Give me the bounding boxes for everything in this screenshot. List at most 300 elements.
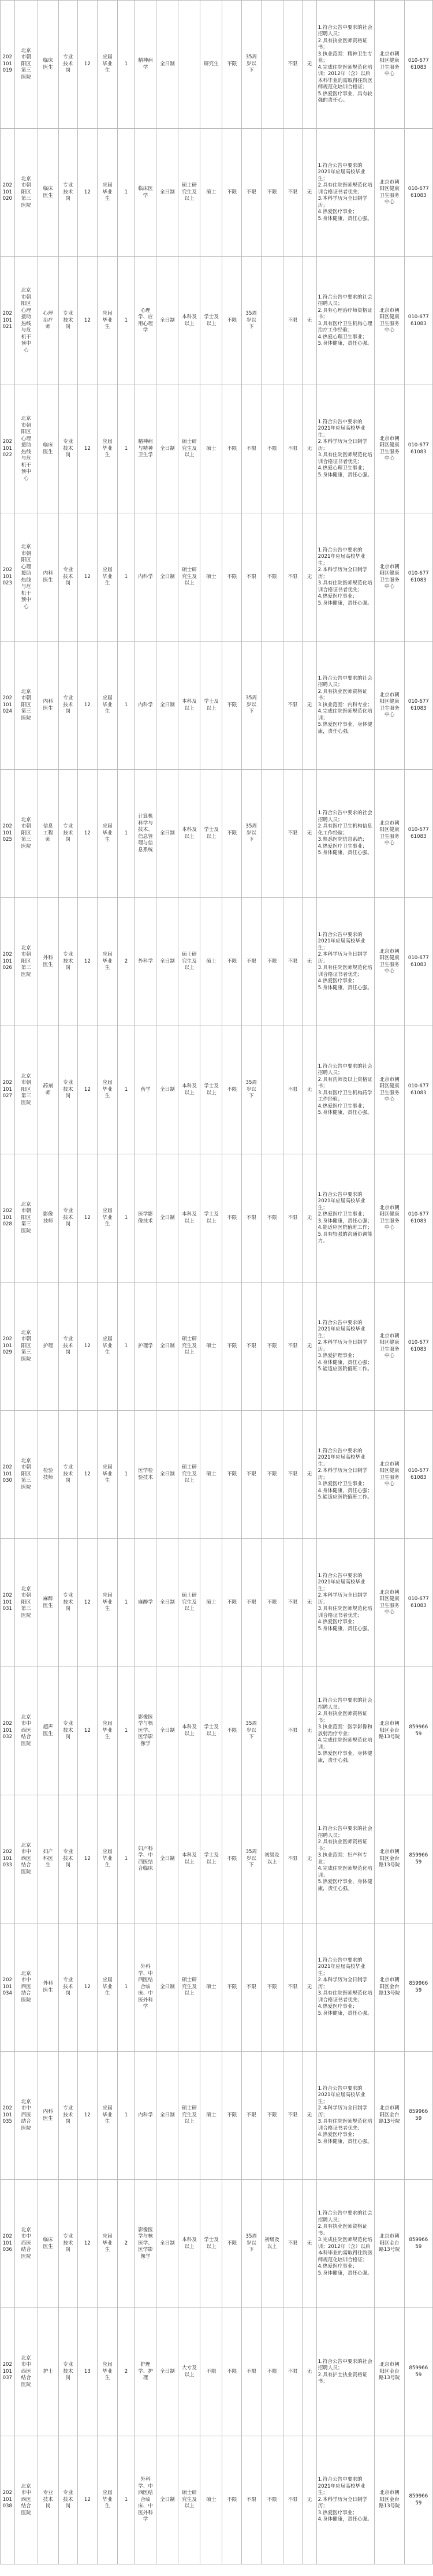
degree-text: 硕士研究生及以上 (182, 1977, 197, 1997)
cell-title (261, 1, 283, 129)
contact-text: 北京市朝阳区健康卫生服务中心 (379, 948, 400, 974)
cell-level (97, 1026, 118, 1154)
cell-grade (78, 1923, 98, 2052)
requirement-line: 5.身体健康，责任心强。 (318, 850, 372, 856)
cell-edu (200, 1154, 222, 1283)
requirement-line: 5.热爱医疗事业，身体健康，责任心强。 (318, 722, 372, 735)
cell-form (156, 1667, 178, 1795)
cell-age (242, 1667, 262, 1795)
cell-level (97, 2436, 118, 2564)
cell-category (58, 513, 78, 642)
cell-code (1, 1539, 15, 1667)
title-text: 不限 (267, 1343, 277, 1349)
cell-code (1, 1667, 15, 1795)
politics-text: 不限 (227, 189, 237, 195)
level-text: 应届毕业生 (102, 1977, 113, 1997)
count-text: 1 (124, 1086, 128, 1093)
requirement-line: 5.热爱医疗事业，身体健康，责任心强。 (318, 1879, 372, 1892)
requirement-line: 5.身体健康，责任心强。 (318, 2138, 372, 2145)
count-text: 1 (124, 445, 128, 452)
specialty-text: 外科学 (138, 958, 153, 964)
degree-text: 硕士研究生及以上 (182, 567, 197, 587)
cell-exp (303, 770, 317, 898)
count-text: 1 (124, 573, 128, 580)
table-row (1, 1026, 433, 1154)
level-text: 应届毕业生 (102, 1208, 113, 1228)
cell-edu (200, 1026, 222, 1154)
code-text: 202101031 (2, 1593, 12, 1612)
requirement-line: 4.热爱心理卫生事业； (318, 334, 368, 340)
cell-position (38, 898, 58, 1026)
cell-position (38, 1411, 58, 1539)
specialty-text: 精神病与精神卫生学 (138, 439, 153, 458)
cell-grade (78, 1283, 98, 1411)
requirement-line: 1.符合公告中要求的社会招聘人员； (318, 1063, 372, 1076)
requirement-line: 2.具有住院医师规范化培训合格证书者优先； (318, 182, 372, 195)
cell-count (118, 2308, 135, 2436)
cell-position (38, 2180, 58, 2308)
table-row (1, 770, 433, 898)
cell-specialty (135, 1411, 156, 1539)
position-text: 临床医生 (43, 186, 53, 199)
degree-text: 硕士研究生及以上 (182, 2490, 197, 2510)
requirement-line: 5.热爱医疗事业，具有较强的责任心。 (318, 91, 372, 103)
cell-contact (375, 2308, 404, 2436)
cell-phone (404, 1923, 432, 2052)
cell-politics (222, 1283, 242, 1411)
category-text: 专业技术岗 (63, 1721, 73, 1740)
cell-exp (303, 385, 317, 513)
cell-form (156, 1539, 178, 1667)
table-row (1, 642, 433, 770)
cell-hukou (283, 257, 303, 385)
cell-position (38, 770, 58, 898)
requirement-line: 1.符合公告中要求的社会招聘人员； (318, 294, 372, 307)
specialty-text: 妇产科学、中西医结合临床 (138, 1846, 153, 1872)
cell-exp (303, 642, 317, 770)
form-text: 全日制 (160, 2112, 175, 2118)
phone-text: 010-67761083 (408, 58, 429, 70)
grade-text: 12 (84, 1984, 91, 1990)
edu-text: 硕士 (206, 2112, 216, 2118)
cell-phone (404, 770, 432, 898)
requirement-line: 2.具有执业医师资格证书； (318, 2224, 368, 2236)
cell-phone (404, 1026, 432, 1154)
requirement-line: 2.具有医疗卫生机构信息化工作经验； (318, 823, 372, 836)
politics-text: 不限 (227, 1214, 237, 1221)
age-text: 35周岁以下 (245, 54, 257, 74)
contact-text: 北京市朝阳区健康卫生服务中心 (379, 307, 400, 333)
exp-text: 无 (307, 1984, 312, 1990)
cell-code (1, 1923, 15, 2052)
cell-contact (375, 2180, 404, 2308)
phone-text: 010-67761083 (408, 571, 429, 583)
cell-requirements (316, 642, 375, 770)
cell-level (97, 2052, 118, 2180)
age-text: 35周岁以下 (245, 695, 257, 715)
specialty-text: 外科学、中西医结合临床、中医外科学 (138, 1964, 153, 2010)
cell-specialty (135, 898, 156, 1026)
position-text: 临床医生 (43, 2237, 53, 2250)
requirement-line: 4.热爱医疗事业； (318, 978, 358, 985)
unit-text: 北京市朝阳区第三医院 (21, 1457, 31, 1490)
cell-requirements (316, 1667, 375, 1795)
requirement-line: 5.身体健康，责任心强。 (318, 1110, 372, 1116)
cell-count (118, 129, 135, 257)
phone-text: 85996659 (409, 1981, 428, 1993)
position-text: 护理 (43, 1343, 53, 1349)
cell-age (242, 642, 262, 770)
code-text: 202101019 (2, 54, 12, 74)
form-text: 全日制 (160, 189, 175, 195)
cell-contact (375, 898, 404, 1026)
cell-contact (375, 1154, 404, 1283)
politics-text: 不限 (227, 702, 237, 708)
cell-form (156, 1154, 178, 1283)
cell-level (97, 1, 118, 129)
cell-politics (222, 385, 242, 513)
politics-text: 不限 (227, 1984, 237, 1990)
cell-edu (200, 129, 222, 257)
code-text: 202101035 (2, 2105, 12, 2125)
politics-text: 不限 (227, 2368, 237, 2374)
specialty-text: 护理学 (138, 1343, 153, 1349)
grade-text: 13 (84, 2368, 91, 2374)
cell-phone (404, 2308, 432, 2436)
requirement-line: 3.执业范围：医学影像和放射治疗专业； (318, 1724, 372, 1737)
requirement-line: 2.本科学历为全日制学历； (318, 1468, 368, 1481)
cell-category (58, 1411, 78, 1539)
cell-hukou (283, 2180, 303, 2308)
age-text: 不限 (246, 2112, 256, 2118)
position-text: 专业技术岗 (43, 2490, 53, 2510)
cell-grade (78, 2308, 98, 2436)
position-text: 检验技师 (43, 1468, 53, 1481)
cell-degree (178, 1667, 200, 1795)
requirement-line: 1.符合公告中要求的2021年应届高校毕业生； (318, 419, 365, 438)
cell-contact (375, 1923, 404, 2052)
cell-degree (178, 129, 200, 257)
grade-text: 12 (84, 573, 91, 580)
age-text: 不限 (246, 1471, 256, 1477)
cell-title (261, 513, 283, 642)
requirement-line: 2.本科学历为全日制学历； (318, 567, 368, 580)
form-text: 全日制 (160, 1855, 175, 1862)
cell-grade (78, 2052, 98, 2180)
cell-politics (222, 513, 242, 642)
cell-position (38, 129, 58, 257)
cell-hukou (283, 1026, 303, 1154)
cell-form (156, 2180, 178, 2308)
requirement-line: 2.本科学历为全日制学历； (318, 1977, 368, 1990)
cell-grade (78, 385, 98, 513)
table-row (1, 2436, 433, 2564)
count-text: 2 (124, 2368, 128, 2374)
level-text: 应届毕业生 (102, 1721, 113, 1740)
requirement-line: 5.身体健康，责任心强。 (318, 2270, 372, 2276)
grade-text: 12 (84, 958, 91, 964)
cell-category (58, 2308, 78, 2436)
cell-title (261, 2308, 283, 2436)
cell-phone (404, 2052, 432, 2180)
code-text: 202101032 (2, 1721, 12, 1740)
cell-hukou (283, 385, 303, 513)
cell-position (38, 2436, 58, 2564)
category-text: 专业技术岗 (63, 2362, 73, 2381)
requirement-line: 3.热爱医疗事业； (318, 2510, 358, 2516)
cell-level (97, 2308, 118, 2436)
contact-text: 北京市朝阳区健康卫生服务中心 (379, 179, 400, 205)
age-text: 35周岁以下 (245, 1080, 257, 1099)
cell-degree (178, 898, 200, 1026)
cell-contact (375, 1283, 404, 1411)
contact-text: 北京市朝阳区金台路13号院 (379, 2234, 400, 2253)
cell-exp (303, 513, 317, 642)
cell-category (58, 898, 78, 1026)
title-text: 不限 (267, 2112, 277, 2118)
requirement-line: 3.具有住院医师规范化培训合格证书者优先； (318, 1606, 372, 1619)
specialty-text: 内科学 (138, 573, 153, 580)
cell-politics (222, 898, 242, 1026)
requirement-line: 3.熟悉医院信息系统； (318, 837, 368, 843)
phone-text: 010-67761083 (408, 699, 429, 711)
exp-text: 无 (307, 1471, 312, 1477)
cell-form (156, 642, 178, 770)
position-text: 药剂师 (43, 1083, 53, 1096)
table-row (1, 1923, 433, 2052)
count-text: 1 (124, 1343, 128, 1349)
cell-count (118, 1923, 135, 2052)
edu-text: 硕士 (206, 189, 216, 195)
degree-text: 本科及以上 (182, 1083, 197, 1096)
age-text: 不限 (246, 1343, 256, 1349)
code-text: 202101022 (2, 439, 12, 458)
cell-count (118, 1026, 135, 1154)
form-text: 全日制 (160, 1727, 175, 1734)
cell-phone (404, 1667, 432, 1795)
cell-count (118, 2052, 135, 2180)
phone-text: 85996659 (409, 2493, 428, 2506)
phone-text: 85996659 (409, 1852, 428, 1865)
requirement-line: 4.能适应医院值班工作； (318, 1225, 372, 1231)
requirement-line: 1.符合公告中要求的2021年应届高校毕业生； (318, 2477, 365, 2496)
specialty-text: 心理学、应用心理学 (138, 307, 153, 333)
hukou-text: 不限 (288, 1984, 298, 1990)
position-text: 内科医生 (43, 699, 53, 711)
level-text: 应届毕业生 (102, 2105, 113, 2125)
cell-level (97, 1795, 118, 1923)
table-row (1, 1, 433, 129)
hukou-text: 不限 (288, 1086, 298, 1093)
grade-text: 12 (84, 702, 91, 708)
cell-contact (375, 1, 404, 129)
edu-text: 硕士 (206, 2496, 216, 2503)
degree-text: 硕士研究生及以上 (182, 1464, 197, 1484)
cell-specialty (135, 129, 156, 257)
code-text: 202101029 (2, 1336, 12, 1356)
cell-title (261, 2180, 283, 2308)
cell-requirements (316, 1283, 375, 1411)
cell-contact (375, 385, 404, 513)
cell-phone (404, 513, 432, 642)
cell-requirements (316, 898, 375, 1026)
table-row (1, 2180, 433, 2308)
hukou-text: 不限 (288, 2240, 298, 2246)
count-text: 1 (124, 1214, 128, 1221)
cell-hukou (283, 1, 303, 129)
cell-requirements (316, 2308, 375, 2436)
level-text: 应届毕业生 (102, 2234, 113, 2253)
exp-text: 无 (307, 317, 312, 323)
requirement-line: 1.符合公告中要求的社会招聘人员； (318, 810, 372, 823)
requirement-line: 4.热爱医疗事业； (318, 209, 358, 215)
cell-count (118, 1, 135, 129)
form-text: 全日制 (160, 1343, 175, 1349)
cell-code (1, 1154, 15, 1283)
cell-title (261, 642, 283, 770)
cell-degree (178, 1, 200, 129)
cell-code (1, 513, 15, 642)
cell-exp (303, 1026, 317, 1154)
exp-text: 无 (307, 1727, 312, 1734)
cell-category (58, 1667, 78, 1795)
cell-degree (178, 1539, 200, 1667)
age-text: 不限 (246, 445, 256, 452)
cell-specialty (135, 1539, 156, 1667)
cell-specialty (135, 2180, 156, 2308)
cell-age (242, 2052, 262, 2180)
cell-level (97, 898, 118, 1026)
cell-specialty (135, 385, 156, 513)
requirement-line: 4.热爱医疗事业； (318, 2264, 358, 2269)
cell-age (242, 1411, 262, 1539)
degree-text: 本科及以上 (182, 827, 197, 840)
cell-exp (303, 129, 317, 257)
cell-unit (14, 385, 38, 513)
cell-position (38, 1026, 58, 1154)
level-text: 应届毕业生 (102, 1080, 113, 1099)
degree-text: 本科及以上 (182, 1211, 197, 1224)
specialty-text: 计算机科学与技术、信息管理与信息系统 (138, 814, 153, 853)
cell-requirements (316, 513, 375, 642)
unit-text: 北京市中西医结合医院 (21, 2098, 31, 2131)
cell-degree (178, 513, 200, 642)
cell-hukou (283, 1411, 303, 1539)
cell-contact (375, 1026, 404, 1154)
politics-text: 不限 (227, 445, 237, 452)
cell-level (97, 257, 118, 385)
requirement-line: 4.热爱医疗事业； (318, 1619, 358, 1626)
cell-grade (78, 1026, 98, 1154)
code-text: 202101034 (2, 1977, 12, 1997)
cell-requirements (316, 770, 375, 898)
cell-exp (303, 1, 317, 129)
requirement-line: 3.具有住院医师规范化培训合格证书者优先； (318, 2119, 372, 2131)
cell-age (242, 1283, 262, 1411)
specialty-text: 医学检验技术 (138, 1468, 153, 1481)
cell-count (118, 770, 135, 898)
requirement-line: 3.热爱护理事业； (318, 1353, 358, 1359)
exp-text: 无 (307, 573, 312, 580)
requirement-line: 4.完成住院医师规范化培训；2012年（含）以后本科毕业的需取得住院医师规范化培训合格证； (318, 64, 373, 90)
code-text: 202101038 (2, 2490, 12, 2510)
category-text: 专业技术岗 (63, 54, 73, 74)
cell-requirements (316, 129, 375, 257)
cell-form (156, 1283, 178, 1411)
cell-code (1, 642, 15, 770)
politics-text: 不限 (227, 958, 237, 964)
politics-text: 不限 (227, 1086, 237, 1093)
cell-contact (375, 1795, 404, 1923)
specialty-text: 精神病学 (138, 58, 153, 70)
cell-unit (14, 2180, 38, 2308)
level-text: 应届毕业生 (102, 2362, 113, 2381)
age-text: 35周岁以下 (245, 311, 257, 330)
cell-code (1, 1283, 15, 1411)
cell-category (58, 1154, 78, 1283)
hukou-text: 不限 (288, 445, 298, 452)
hukou-text: 不限 (288, 1343, 298, 1349)
contact-text: 北京市朝阳区健康卫生服务中心 (379, 1461, 400, 1487)
cell-title (261, 1283, 283, 1411)
phone-text: 85996659 (409, 2365, 428, 2378)
requirement-line: 5.身体健康，责任心强。 (318, 341, 372, 346)
title-text: 不限 (267, 445, 277, 452)
cell-unit (14, 1, 38, 129)
contact-text: 北京市朝阳区健康卫生服务中心 (379, 1589, 400, 1615)
requirement-line: 3.本科学历为全日制学历； (318, 196, 368, 208)
form-text: 全日制 (160, 2240, 175, 2246)
cell-level (97, 1411, 118, 1539)
cell-position (38, 642, 58, 770)
grade-text: 12 (84, 2496, 91, 2503)
requirement-line: 5.身体健康，责任心强。 (318, 472, 372, 478)
edu-text: 学士及以上 (204, 1852, 219, 1865)
cell-category (58, 1795, 78, 1923)
exp-text: 无 (307, 2368, 312, 2374)
cell-level (97, 1923, 118, 2052)
cell-title (261, 1795, 283, 1923)
cell-title (261, 770, 283, 898)
count-text: 1 (124, 1727, 128, 1734)
specialty-text: 医学影像技术 (138, 1211, 153, 1224)
requirement-line: 5.热爱医疗事业，身体健康，责任心强。 (318, 1751, 372, 1764)
table-row (1, 1539, 433, 1667)
form-text: 全日制 (160, 1984, 175, 1990)
edu-text: 硕士 (206, 1343, 216, 1349)
cell-phone (404, 1539, 432, 1667)
code-text: 202101025 (2, 823, 12, 843)
contact-text: 北京市朝阳区健康卫生服务中心 (379, 1205, 400, 1231)
degree-text: 硕士研究生及以上 (182, 1336, 197, 1356)
cell-count (118, 1539, 135, 1667)
cell-requirements (316, 1411, 375, 1539)
title-text: 不限 (267, 958, 277, 964)
code-text: 202101036 (2, 2234, 12, 2253)
specialty-text: 内科学 (138, 2112, 153, 2118)
edu-text: 学士及以上 (204, 2237, 219, 2250)
position-text: 内科医生 (43, 2109, 53, 2122)
cell-politics (222, 770, 242, 898)
cell-specialty (135, 642, 156, 770)
cell-title (261, 1026, 283, 1154)
code-text: 202101037 (2, 2362, 12, 2381)
edu-text: 硕士 (206, 958, 216, 964)
cell-title (261, 1411, 283, 1539)
cell-count (118, 898, 135, 1026)
unit-text: 北京市朝阳区第三医院 (21, 176, 31, 208)
cell-form (156, 1026, 178, 1154)
